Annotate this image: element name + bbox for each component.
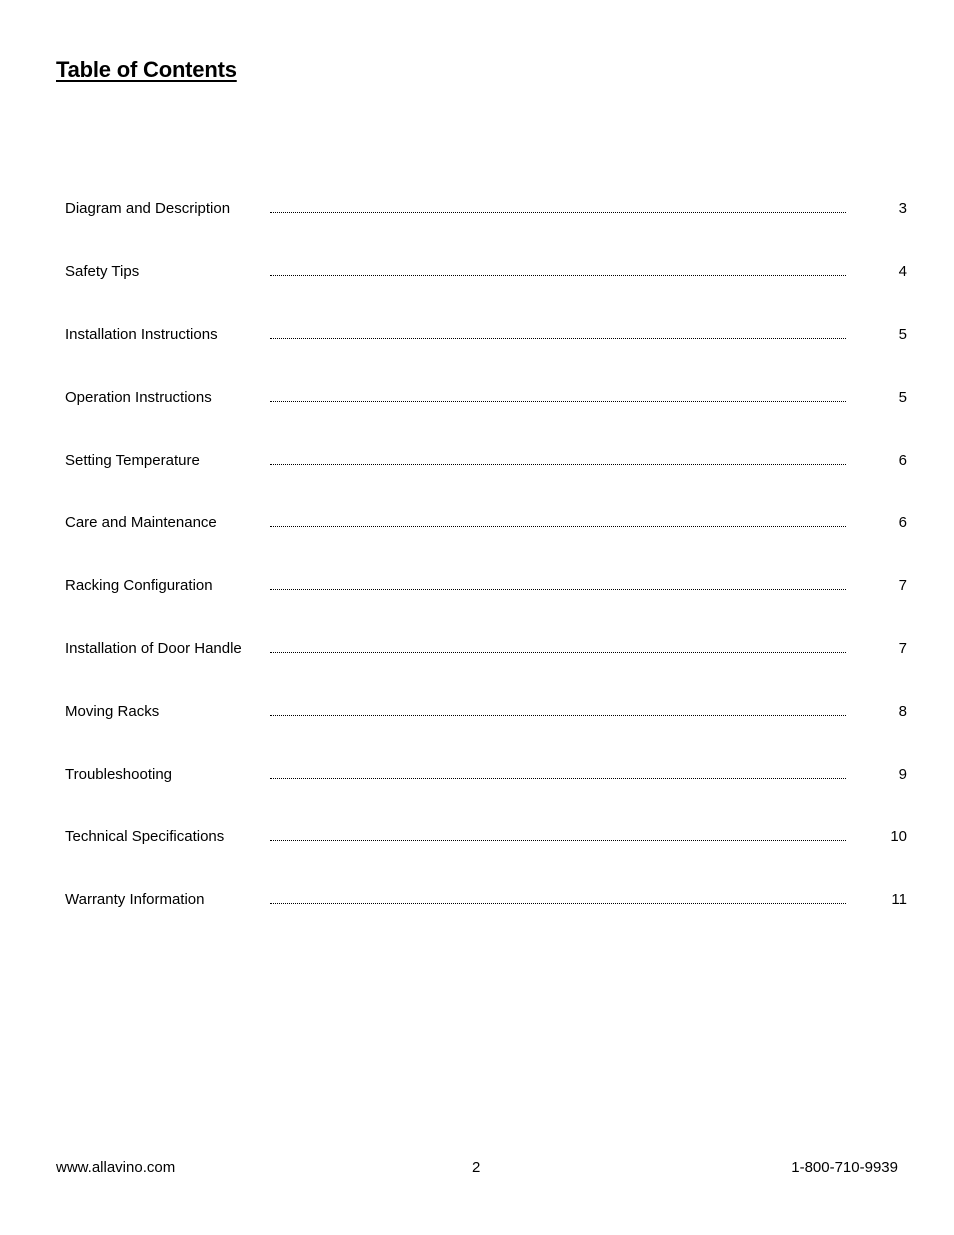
toc-entry[interactable]: [65, 386, 907, 410]
page-title: Table of Contents: [56, 57, 237, 82]
footer-phone: 1-800-710-9939: [791, 1159, 898, 1176]
toc-entry-label: Troubleshooting: [65, 766, 173, 783]
toc-entry[interactable]: [65, 763, 907, 787]
toc-entry[interactable]: [65, 449, 907, 473]
toc-entry-label: Moving Racks: [65, 703, 160, 720]
toc-dot-leader: [270, 401, 846, 402]
toc-entry-page: 9: [898, 766, 907, 783]
toc-entry[interactable]: [65, 700, 907, 724]
toc-entry-page: 10: [890, 828, 907, 845]
toc-entry-page: 4: [898, 263, 907, 280]
toc-dot-leader: [270, 464, 846, 465]
toc-dot-leader: [270, 652, 846, 653]
toc-entry-page: 5: [898, 389, 907, 406]
toc-entry[interactable]: [65, 888, 907, 912]
toc-entry-page: 3: [898, 200, 907, 217]
toc-entry-label: Installation of Door Handle: [65, 640, 242, 657]
toc-dot-leader: [270, 275, 846, 276]
toc-entry-label: Diagram and Description: [65, 200, 231, 217]
toc-dot-leader: [270, 589, 846, 590]
toc-entry[interactable]: [65, 260, 907, 284]
toc-dot-leader: [270, 526, 846, 527]
toc-entry-label: Safety Tips: [65, 263, 140, 280]
toc-entry-label: Warranty Information: [65, 891, 205, 908]
toc-entry-label: Care and Maintenance: [65, 514, 217, 531]
toc-entry-page: 6: [898, 514, 907, 531]
toc-entry-label: Racking Configuration: [65, 577, 213, 594]
toc-entry-page: 5: [898, 326, 907, 343]
toc-dot-leader: [270, 338, 846, 339]
toc-dot-leader: [270, 778, 846, 779]
toc-entry[interactable]: [65, 574, 907, 598]
toc-entry[interactable]: [65, 637, 907, 661]
toc-entry[interactable]: [65, 323, 907, 347]
toc-dot-leader: [270, 715, 846, 716]
toc-entry-label: Technical Specifications: [65, 828, 225, 845]
footer-page-number: 2: [472, 1159, 481, 1176]
toc-dot-leader: [270, 212, 846, 213]
toc-entry-page: 7: [898, 640, 907, 657]
toc-entry[interactable]: [65, 197, 907, 221]
page-footer: [56, 1157, 898, 1179]
toc-entry-label: Setting Temperature: [65, 452, 200, 469]
toc-entry-page: 7: [898, 577, 907, 594]
footer-website[interactable]: www.allavino.com: [56, 1159, 176, 1176]
toc-entry-page: 8: [898, 703, 907, 720]
toc-entry-page: 6: [898, 452, 907, 469]
toc-entry-label: Installation Instructions: [65, 326, 218, 343]
toc-dot-leader: [270, 903, 846, 904]
toc-entry[interactable]: [65, 825, 907, 849]
toc-dot-leader: [270, 840, 846, 841]
toc-entry-page: 11: [891, 891, 907, 908]
toc-entry[interactable]: [65, 511, 907, 535]
toc-entry-label: Operation Instructions: [65, 389, 212, 406]
